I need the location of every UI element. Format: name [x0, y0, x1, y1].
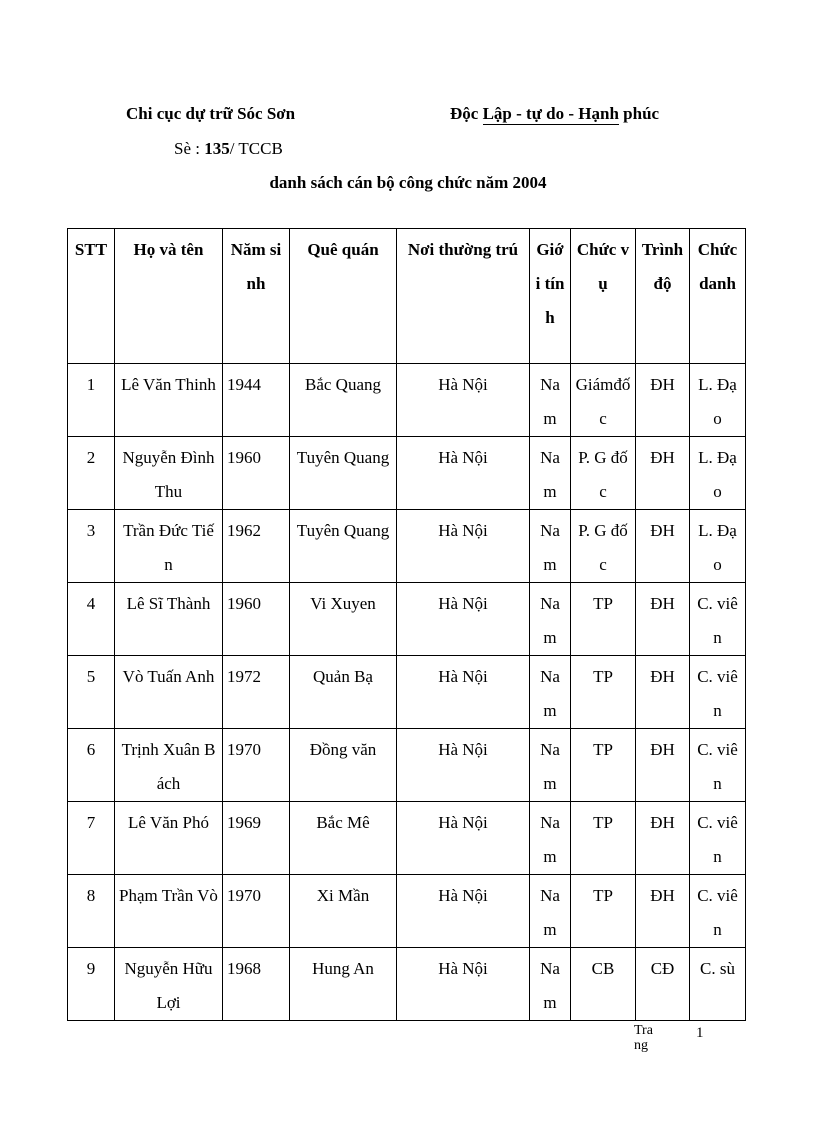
stt-cell: 6	[68, 729, 115, 802]
table-row	[68, 583, 746, 656]
table-row	[68, 802, 746, 875]
stt-cell: 2	[68, 437, 115, 510]
title-cell: C. viên	[690, 802, 746, 875]
education-cell: ĐH	[636, 364, 690, 437]
table-row	[68, 656, 746, 729]
col-header: Nơi thường trú	[397, 229, 530, 364]
position-cell: TP	[571, 802, 636, 875]
motto-part-a: Độc	[450, 104, 483, 123]
table-row	[68, 875, 746, 948]
title-cell: C. viên	[690, 875, 746, 948]
name-cell: Vò Tuấn Anh	[115, 656, 223, 729]
national-motto	[450, 104, 659, 124]
position-cell: P. G đốc	[571, 510, 636, 583]
gender-cell: Nam	[530, 510, 571, 583]
page-label: Trang	[634, 1023, 653, 1053]
position-cell: P. G đốc	[571, 437, 636, 510]
agency-name: Chi cục dự trữ Sóc Sơn	[126, 104, 296, 123]
hometown-cell: Bắc Quang	[290, 364, 397, 437]
position-cell: TP	[571, 583, 636, 656]
motto-part-b: Lập - tự do - Hạnh	[482, 104, 619, 123]
name-cell: Lê Văn Thinh	[115, 364, 223, 437]
stt-cell: 1	[68, 364, 115, 437]
birth-year-cell: 1969	[223, 802, 290, 875]
birth-year-cell: 1960	[223, 437, 290, 510]
doc-prefix: Sè :	[174, 139, 205, 158]
doc-num: 135	[204, 139, 230, 158]
hometown-cell: Hung An	[290, 948, 397, 1021]
education-cell: ĐH	[636, 583, 690, 656]
gender-cell: Nam	[530, 364, 571, 437]
gender-cell: Nam	[530, 802, 571, 875]
position-cell: TP	[571, 875, 636, 948]
col-header: STT	[68, 229, 115, 364]
table-row	[68, 948, 746, 1021]
education-cell: ĐH	[636, 729, 690, 802]
position-cell: TP	[571, 729, 636, 802]
name-cell: Trần Đức Tiến	[115, 510, 223, 583]
residence-cell: Hà Nội	[397, 875, 530, 948]
hometown-cell: Bắc Mê	[290, 802, 397, 875]
residence-cell: Hà Nội	[397, 510, 530, 583]
stt-cell: 8	[68, 875, 115, 948]
gender-cell: Nam	[530, 583, 571, 656]
table-header-row	[68, 229, 746, 364]
residence-cell: Hà Nội	[397, 729, 530, 802]
title-cell: C. sù	[690, 948, 746, 1021]
position-cell: Giámđốc	[571, 364, 636, 437]
stt-cell: 4	[68, 583, 115, 656]
gender-cell: Nam	[530, 437, 571, 510]
residence-cell: Hà Nội	[397, 583, 530, 656]
education-cell: ĐH	[636, 437, 690, 510]
stt-cell: 7	[68, 802, 115, 875]
birth-year-cell: 1972	[223, 656, 290, 729]
hometown-cell: Đồng văn	[290, 729, 397, 802]
name-cell: Trịnh Xuân Bách	[115, 729, 223, 802]
col-header: Năm sinh	[223, 229, 290, 364]
staff-table	[67, 228, 746, 1021]
hometown-cell: Xi Mần	[290, 875, 397, 948]
doc-suffix: / TCCB	[229, 139, 283, 158]
education-cell: CĐ	[636, 948, 690, 1021]
residence-cell: Hà Nội	[397, 802, 530, 875]
stt-cell: 9	[68, 948, 115, 1021]
education-cell: ĐH	[636, 510, 690, 583]
name-cell: Nguyễn Hữu Lợi	[115, 948, 223, 1021]
gender-cell: Nam	[530, 729, 571, 802]
name-cell: Phạm Trần Vò	[115, 875, 223, 948]
col-header: Chức vụ	[571, 229, 636, 364]
gender-cell: Nam	[530, 875, 571, 948]
position-cell: CB	[571, 948, 636, 1021]
page-number: 1	[696, 1025, 704, 1041]
title-cell: L. Đạo	[690, 437, 746, 510]
table-row	[68, 729, 746, 802]
birth-year-cell: 1960	[223, 583, 290, 656]
motto-part-c: phúc	[618, 104, 660, 123]
stt-cell: 3	[68, 510, 115, 583]
residence-cell: Hà Nội	[397, 364, 530, 437]
education-cell: ĐH	[636, 875, 690, 948]
birth-year-cell: 1944	[223, 364, 290, 437]
hometown-cell: Tuyên Quang	[290, 437, 397, 510]
title-cell: L. Đạo	[690, 364, 746, 437]
birth-year-cell: 1970	[223, 729, 290, 802]
table-row	[68, 364, 746, 437]
gender-cell: Nam	[530, 656, 571, 729]
title-cell: L. Đạo	[690, 510, 746, 583]
gender-cell: Nam	[530, 948, 571, 1021]
hometown-cell: Vi Xuyen	[290, 583, 397, 656]
table-row	[68, 437, 746, 510]
col-header: Quê quán	[290, 229, 397, 364]
residence-cell: Hà Nội	[397, 437, 530, 510]
position-cell: TP	[571, 656, 636, 729]
document-title: danh sách cán bộ công chức năm 2004	[269, 173, 547, 192]
document-number	[174, 139, 283, 159]
col-header: Chức danh	[690, 229, 746, 364]
col-header: Họ và tên	[115, 229, 223, 364]
residence-cell: Hà Nội	[397, 656, 530, 729]
name-cell: Lê Văn Phó	[115, 802, 223, 875]
stt-cell: 5	[68, 656, 115, 729]
education-cell: ĐH	[636, 802, 690, 875]
education-cell: ĐH	[636, 656, 690, 729]
title-cell: C. viên	[690, 729, 746, 802]
residence-cell: Hà Nội	[397, 948, 530, 1021]
birth-year-cell: 1962	[223, 510, 290, 583]
title-cell: C. viên	[690, 583, 746, 656]
col-header: Trình độ	[636, 229, 690, 364]
col-header: Giới tính	[530, 229, 571, 364]
name-cell: Nguyễn ĐìnhThu	[115, 437, 223, 510]
hometown-cell: Tuyên Quang	[290, 510, 397, 583]
name-cell: Lê Sĩ Thành	[115, 583, 223, 656]
title-cell: C. viên	[690, 656, 746, 729]
birth-year-cell: 1968	[223, 948, 290, 1021]
hometown-cell: Quản Bạ	[290, 656, 397, 729]
birth-year-cell: 1970	[223, 875, 290, 948]
table-row	[68, 510, 746, 583]
